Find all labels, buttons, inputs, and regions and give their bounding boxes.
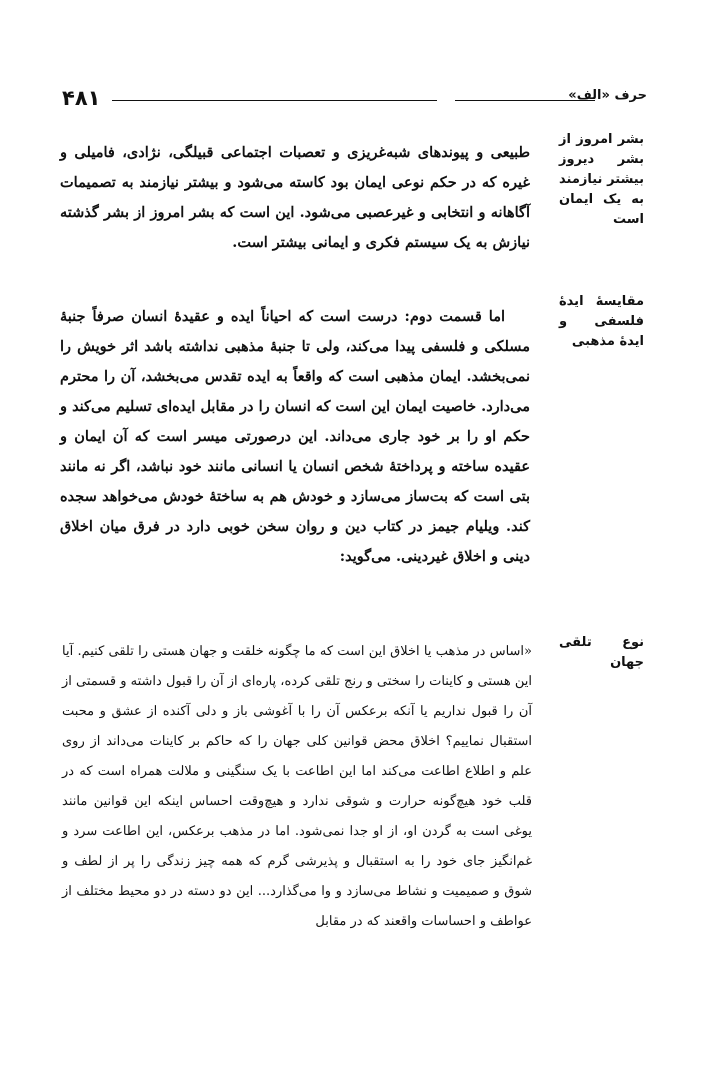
page-number: ۴۸۱ (62, 86, 101, 110)
body-paragraph-2: اما قسمت دوم: درست است که احیاناً ایده و عقیدهٔ انسان صرفاً جنبهٔ مسلکی و فلسفی پیدا می‌کند، ولی تا جنبهٔ مذهبی نداشته باشد اثر خویش را نمی‌بخشد. ایمان مذهبی است که واقعاً به ایده تقدس می‌بخشد، آن را محترم می‌دارد. خاصیت ایمان این است که انسان را در مقابل ایده‌ای تسلیم می‌کند و حکم او را بر خود جاری می‌داند. این درصورتی میسر است که آن ایمان و عقیده ساخته و پرداختهٔ شخص انسان یا انسانی مانند خود نباشد، اگر نه مانند بتی است که بت‌ساز می‌سازد و خودش هم به ساختهٔ خودش می‌خواهد سجده کند. ویلیام جیمز در کتاب دین و روان سخن خوبی دارد در فرق میان اخلاق دینی و اخلاق غیردینی. می‌گوید: (60, 307, 530, 565)
margin-note-modern-man-faith: بشر امروز از بشر دیروز بیشتر نیازمند به یک ایمان است (559, 132, 644, 227)
quotation-block: «اساس در مذهب یا اخلاق این است که ما چگونه خلقت و جهان هستی را تلقی کنیم. آیا این هستی و کاینات را سختی و رنج تلقی کرده، پاره‌ای از آن را قبول داشته و قسمتی از آن را قبول نداریم یا آنکه برعکس آن را با آغوشی باز و دلی آکنده از عشق و محبت استقبال نماییم؟ اخلاق محض قوانین کلی جهان را که حاکم بر کاینات می‌داند از روی علم و اطلاع اطاعت می‌کند اما این اطاعت با یک سنگینی و ملالت همراه است که در قلب خود هیچ‌گونه حرارت و شوقی ندارد و هیچ‌وقت احساس اینکه این قوانین مانند یوغی است به گردن او، از او جدا نمی‌شود. اما در مذهب برعکس، این اطاعت سرد و غم‌انگیز جای خود را به استقبال و پذیرشی گرم که همه چیز زندگی را پر از لطف و شوق و صمیمیت و نشاط می‌سازد و وا می‌گذارد... این دو دسته در دو محیط مختلف از عواطف و احساسات واقعند که در مقابل (61, 644, 532, 929)
margin-note-view-of-world: نوع تلقی جهان (559, 635, 644, 670)
page-header (62, 86, 647, 116)
margin-note-philosophical-vs-religious-idea: مقایسهٔ ایدهٔ فلسفی و ایدهٔ مذهبی (559, 294, 644, 349)
running-title: حرف «الف» (568, 88, 647, 103)
header-rule-left (112, 100, 437, 101)
body-paragraph-1: طبیعی و پیوندهای شبه‌غریزی و تعصبات اجتماعی قبیلگی، نژادی، فامیلی و غیره که در حکم نوعی ایمان بود کاسته می‌شود و بیشتر نیازمند به تصمیمات آگاهانه و انتخابی و غیرعصبی می‌شود. این است که بشر امروز از بشر گذشته نیازش به یک سیستم فکری و ایمانی بیشتر است. (60, 143, 530, 251)
